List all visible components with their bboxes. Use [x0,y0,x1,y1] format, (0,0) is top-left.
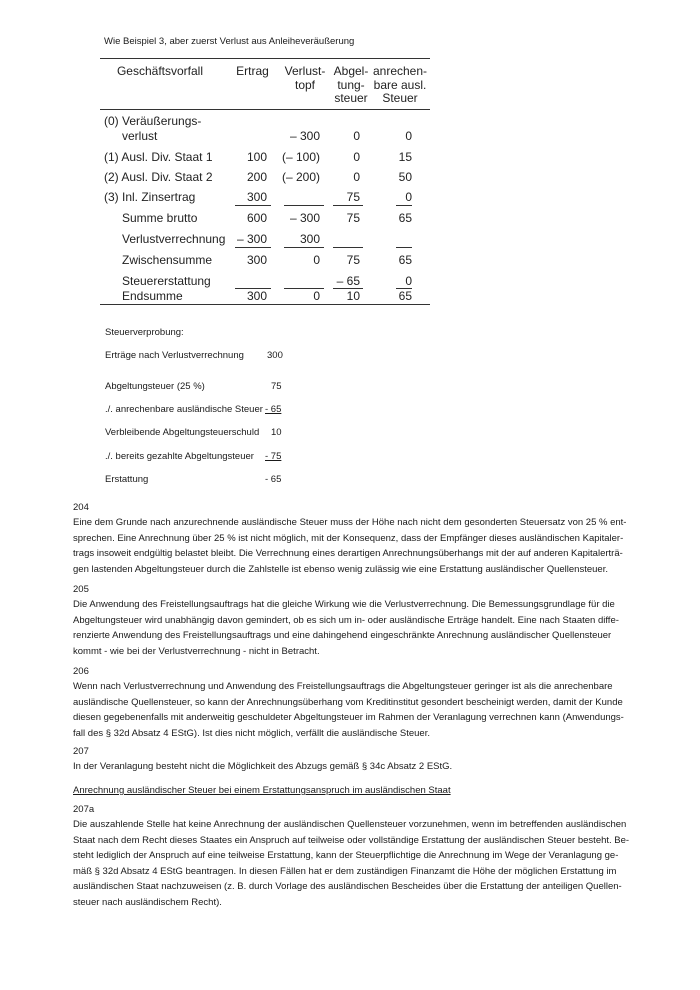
paragraph-206: Wenn nach Verlustverrechnung und Anwendung des Freistellungsauftrags die Abgeltungsteuer geringer ist als die anrechenbare ausländische Quellensteuer, so kann der Anrechnungsüberhang vom Kreditinstitut gesondert bescheinigt werden, damit der Kunde diesen gegebenenfalls mit anderweitig geschuldeter Abgeltungsteuer im Rahmen der Veranlagung verrechnen kann (Anwendungs- fall des § 32d Absatz 4 EStG). Ist dies nicht möglich, verfällt die ausländische Steuer. [73,681,624,739]
cell-abg: – 65 [336,274,360,288]
row-label: Zwischensumme [122,253,213,267]
cell-anr: 65 [398,253,412,267]
underline [235,247,271,248]
example-caption: Wie Beispiel 3, aber zuerst Verlust aus Anleiheveräußerung [104,36,355,47]
cell-topf: 0 [313,289,320,303]
verprobung-label: Erstattung [105,474,149,485]
paragraph-205: Die Anwendung des Freistellungsauftrags hat die gleiche Wirkung wie die Verlustverrechnung. Die Bemessungsgrundlage für die Abgeltungsteuer wird unabhängig davon gemindert, ob es sich um in- oder ausländische Erträge handelt. Eine nach Staaten diffe- renzierte Anwendung des Freistellungsauftrags und eine dahingehend eingeschränkte Anrechnung ausländischer Quellensteuer kommt - wie bei der Verlustverrechnung - nicht in Betracht. [73,599,619,657]
underline [333,247,363,248]
header-abgeltungsteuer: Abgel- tung- steuer [333,64,369,105]
underline [396,247,412,248]
cell-topf: (– 100) [281,150,320,164]
cell-anr: 0 [405,190,412,204]
cell-anr: 0 [405,129,412,143]
cell-anr: 50 [398,170,412,184]
verprobung-label: ./. anrechenbare ausländische Steuer [105,404,263,415]
paragraph-number: 204 [73,502,89,513]
calculation-table [100,58,430,305]
cell-ertrag: – 300 [236,232,267,246]
paragraph-number: 205 [73,584,89,595]
table-header-rule [100,109,430,110]
paragraph-number: 207a [73,804,95,815]
row-label: Verlustverrechnung [122,232,226,246]
cell-abg: 0 [353,129,360,143]
underline [396,205,412,206]
underline [333,205,363,206]
cell-ertrag: 300 [246,253,267,267]
cell-anr: 15 [398,150,412,164]
verprobung-title: Steuerverprobung: [105,327,184,338]
row-label: Steuererstattung [122,274,211,288]
paragraph-207a: Die auszahlende Stelle hat keine Anrechnung der ausländischen Quellensteuer vorzunehmen, wenn im betreffenden ausländischen Staat nach dem Recht dieses Staates ein Anspruch auf teilweise oder vollständige Erstattung der ausländischen Steuer besteht. Be- steht lediglich der Anspruch auf eine teilweise Erstattung, kann der Steuerpflichtige die Anrechnung im Wege der Veranlagung ge- mäß § 32d Absatz 4 EStG beantragen. In diesen Fällen hat er dem zuständigen Finanzamt die Höhe der möglichen Erstattung im ausländischen Staat nachzuweisen (z. B. durch Vorlage des ausländischen Bescheides über die Erstattung der anteiligen Quellen- steuer nach ausländischem Recht). [73,819,630,908]
verprobung-value: - 65 [265,404,282,415]
cell-abg: 0 [353,150,360,164]
verprobung-label: Verbleibende Abgeltungsteuerschuld [105,427,260,438]
section-heading: Anrechnung ausländischer Steuer bei einem Erstattungsanspruch im ausländischen Staat [73,785,451,796]
cell-abg: 75 [346,211,360,225]
header-anrechenbare-steuer: anrechen- bare ausl. Steuer [372,64,428,105]
cell-topf: (– 200) [281,170,320,184]
row-label: (0) Veräußerungs- [104,114,202,128]
paragraph-number: 207 [73,746,89,757]
row-label: verlust [122,129,158,143]
cell-anr: 0 [405,274,412,288]
header-ertrag: Ertrag [236,64,269,78]
table-top-rule [100,58,430,59]
paragraph-207: In der Veranlagung besteht nicht die Möglichkeit des Abzugs gemäß § 34c Absatz 2 EStG. [73,761,453,772]
cell-abg: 10 [346,289,360,303]
verprobung-value: 10 [271,427,282,438]
cell-ertrag: 600 [246,211,267,225]
row-label: Summe brutto [122,211,198,225]
cell-abg: 0 [353,170,360,184]
cell-topf: – 300 [289,211,320,225]
verprobung-value: - 75 [265,451,282,462]
paragraph-204: Eine dem Grunde nach anzurechnende ausländische Steuer muss der Höhe nach nicht dem gesonderten Steuersatz von 25 % ent- sprechen. Eine Anrechnung über 25 % ist nicht möglich, mit der Konsequenz, dass der Empfänger dieses ausländischen Kapitaler- trags insoweit endgültig belastet bleibt. Die Verrechnung eines derartigen Anrechnungsüberhangs mit der auf anderen Kapitalerträ- gen lastenden Abgeltungsteuer durch die Zahlstelle ist ebenso wenig zulässig wie eine Erstattung ausländischer Quellensteuer. [73,517,627,575]
verprobung-value: 75 [271,381,282,392]
row-label: Endsumme [122,289,183,303]
cell-ertrag: 100 [246,150,267,164]
cell-topf: 300 [299,232,320,246]
header-geschaeftsvorfall: Geschäftsvorfall [116,64,204,78]
cell-abg: 75 [346,253,360,267]
table-bottom-rule [100,304,430,305]
paragraph-number: 206 [73,666,89,677]
cell-ertrag: 300 [246,190,267,204]
row-label: (1) Ausl. Div. Staat 1 [104,150,213,164]
cell-topf: – 300 [289,129,320,143]
cell-anr: 65 [398,289,412,303]
header-verlusttopf: Verlust- topf [284,64,326,92]
row-label: (3) Inl. Zinsertrag [104,190,196,204]
underline [284,205,324,206]
verprobung-value: 300 [267,350,283,361]
row-label: (2) Ausl. Div. Staat 2 [104,170,213,184]
cell-anr: 65 [398,211,412,225]
verprobung-label: ./. bereits gezahlte Abgeltungsteuer [105,451,254,462]
cell-abg: 75 [346,190,360,204]
cell-ertrag: 300 [246,289,267,303]
underline [235,205,271,206]
cell-topf: 0 [313,253,320,267]
underline [284,247,324,248]
verprobung-label: Abgeltungsteuer (25 %) [105,381,205,392]
verprobung-label: Erträge nach Verlustverrechnung [105,350,244,361]
cell-ertrag: 200 [246,170,267,184]
verprobung-value: - 65 [265,474,282,485]
